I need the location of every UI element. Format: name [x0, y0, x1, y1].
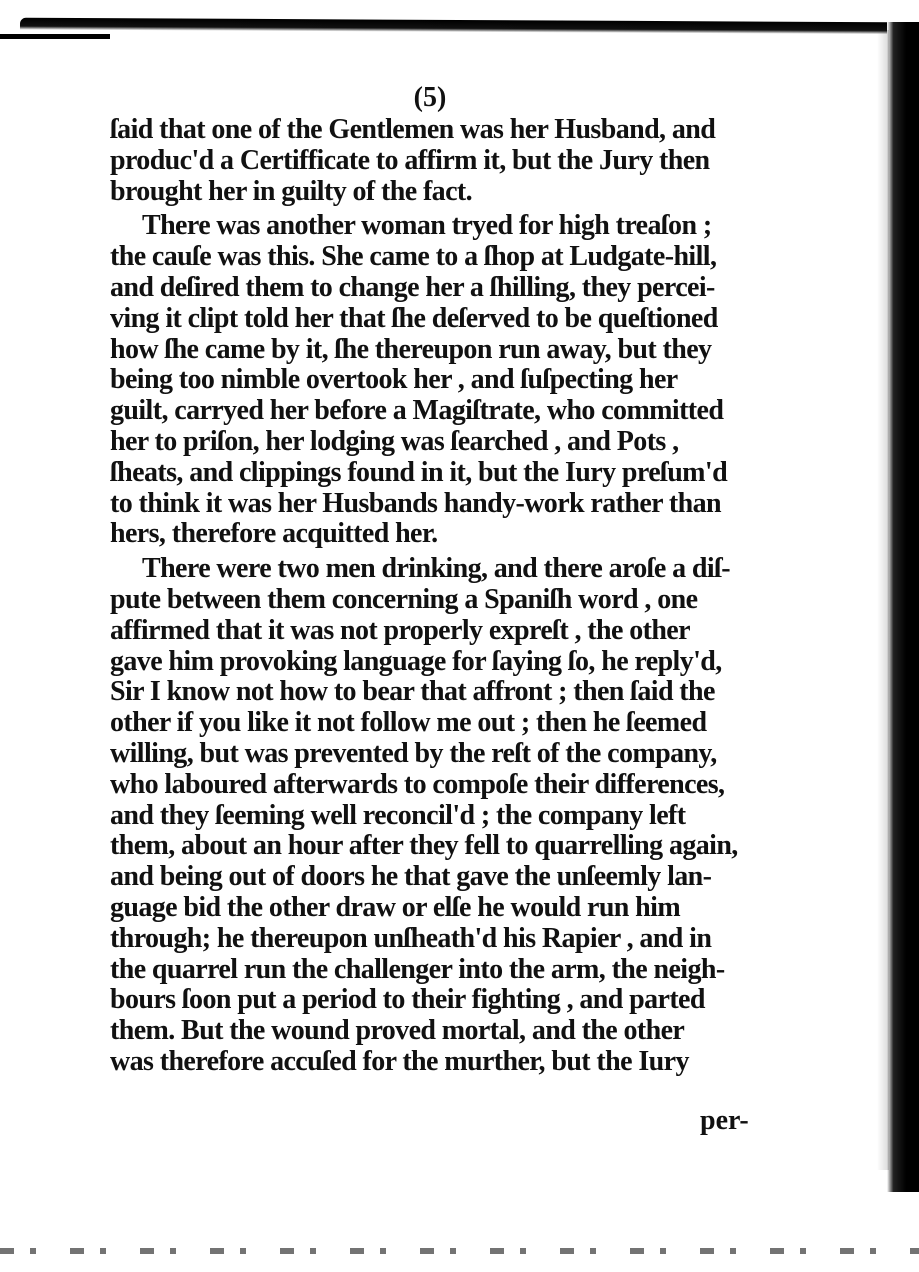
text-line: other if you like it not follow me out ; then he ſeemed: [110, 707, 707, 739]
text-line: and they ſeeming well reconcil'd ; the company left: [110, 799, 686, 831]
text-line: was therefore accuſed for the murther, but the Iury: [110, 1045, 689, 1077]
text-line: Sir I know not how to bear that affront ; then ſaid the: [110, 676, 715, 708]
text-line: gave him provoking language for ſaying ſo, he reply'd,: [110, 645, 722, 677]
text-line: affirmed that it was not properly expreſt , the other: [110, 614, 690, 646]
text-line: the cauſe was this. She came to a ſhop at Ludgate-hill,: [110, 241, 717, 273]
paragraph-2: [110, 211, 750, 550]
text-line: them, about an hour after they fell to quarrelling again,: [110, 830, 738, 862]
paragraph-1: [110, 115, 750, 207]
page-top-shadow: [20, 18, 900, 35]
page-bottom-specks: [0, 1248, 919, 1254]
text-line: ſaid that one of the Gentlemen was her Husband, and: [110, 114, 716, 145]
text-line: pute between them concerning a Spaniſh word , one: [110, 583, 698, 615]
text-line: her to priſon, her lodging was ſearched , and Pots ,: [110, 425, 679, 457]
text-line: There were two men drinking, and there aroſe a diſ-: [142, 553, 730, 585]
page-top-left-shadow: [0, 34, 110, 39]
text-line: the quarrel run the challenger into the arm, the neigh-: [110, 953, 725, 985]
text-line: brought her in guilty of the fact.: [110, 175, 473, 207]
text-line: guilt, carryed her before a Magiſtrate, who committed: [110, 395, 724, 427]
text-line: how ſhe came by it, ſhe thereupon run away, but they: [110, 333, 712, 365]
paragraph-3: [110, 554, 750, 1078]
text-line: ving it clipt told her that ſhe deſerved to be queſtioned: [110, 302, 718, 334]
text-line: bours ſoon put a period to their fighting , and parted: [110, 984, 705, 1016]
text-line: willing, but was prevented by the reſt of the company,: [110, 737, 717, 769]
text-line: to think it was her Husbands handy-work rather than: [110, 487, 721, 519]
page-right-edge-fade: [877, 30, 889, 1170]
text-line: and deſired them to change her a ſhilling, they percei-: [110, 271, 715, 303]
text-line: through; he thereupon unſheath'd his Rapier , and in: [110, 922, 712, 954]
catchword: per-: [700, 1105, 749, 1136]
text-line: being too nimble overtook her , and ſuſpecting her: [110, 364, 678, 396]
body-text: [110, 115, 750, 1078]
text-line: hers, therefore acquitted her.: [110, 518, 438, 550]
text-line: produc'd a Certifficate to affirm it, but the Jury then: [110, 144, 710, 176]
page-right-edge-shadow: [887, 22, 919, 1192]
text-line: them. But the wound proved mortal, and the other: [110, 1015, 685, 1047]
text-line: ſheats, and clippings found in it, but the Iury preſum'd: [110, 456, 728, 488]
text-line: who laboured afterwards to compoſe their differences,: [110, 768, 725, 800]
text-line: guage bid the other draw or elſe he would run him: [110, 891, 681, 923]
page-number: (5): [413, 82, 447, 113]
text-line: and being out of doors he that gave the unſeemly lan-: [110, 861, 712, 893]
text-line: There was another woman tryed for high treaſon ;: [142, 210, 712, 242]
